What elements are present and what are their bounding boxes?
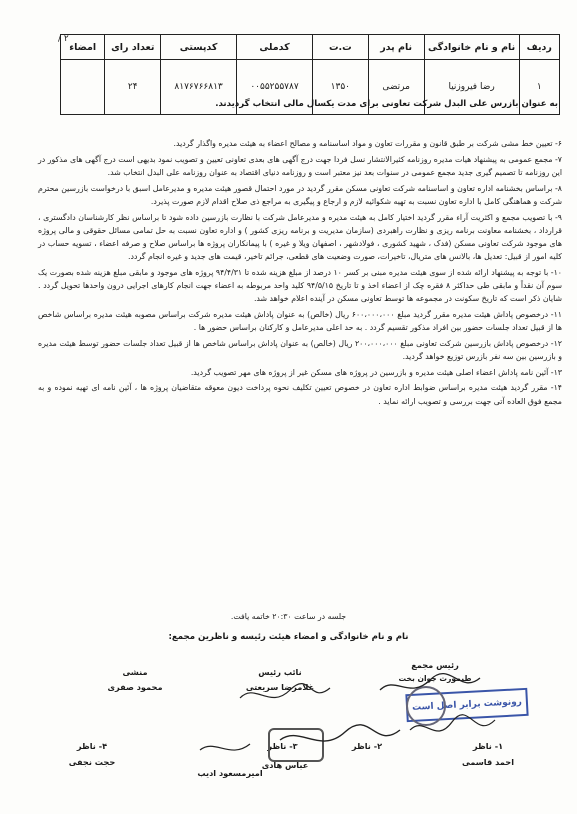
header-full-name: نام و نام خانوادگی [424,35,519,60]
secretary-signature-block [85,667,185,692]
chair-name: طیمورث جوان بخت [398,674,472,683]
cell-national-code: ۰۰۵۵۲۵۵۷۸۷ [237,60,313,115]
cell-full-name: رضا فیروزنیا [424,60,519,115]
vice-chair-name: غلامرضا سریعتی [245,682,315,692]
resolution-14: ۱۴- مقرر گردید هیئت مدیره براساس ضوابط اداره تعاون در خصوص تعیین تکلیف نحوه پرداخت دیون معوقه متقاضیان پروژه ها ، آئین نامه ای تهیه نموده و به مجمع فوق العاده آتی جهت بررسی و تصویب ارائه نماید . [38,383,562,406]
observer-4-signature-block [52,741,132,767]
resolution-10: ۱۰- با توجه به پیشنهاد ارائه شده از سوی هیئت مدیره مبنی بر کسر ۱۰ درصد از مبلغ هزینه شده تا ۹۴/۴/۳۱ پروژه های موجود و مابقی مبلغ هزینه شده بصورت یک سوم آن نقداً و مابقی طی حداکثر ۸ فقره چک از اعضاء اخذ و تا تاریخ ۹۴/۵/۱۵ کلید واحد مربوطه به اعضاء جهت انجام کارهای اجرایی درون واحدها تحویل گردد . شایان ذکر است که تاریخ سکونت در مجموعه ها توسط تعاونی مسکن در آینده اعلام خواهد شد. [38,267,562,304]
cell-father-name: مرتضی [368,60,424,115]
observer-4-name: حجت نجفی [68,757,116,767]
vice-chair-role: نائب رئیس [258,667,302,677]
cell-postal-code: ۸۱۷۶۷۶۶۸۱۳ [161,60,237,115]
secretary-role: منشی [122,667,148,677]
table-caption: به عنوان بازرس علی البدل شرکت تعاونی برای مدت یکسال مالی انتخاب گردیدند. [215,99,558,109]
resolution-7: ۷- مجمع عمومی به پیشنهاد هیات مدیره روزنامه کثیرالانتشار نسل فردا جهت درج آگهی های بعدی تعاونی تعیین و تصویب نمود بدیهی است درج آگهی های مذکور در این روزنامه تا تصمیم گیری جدید مجمع عمومی در سنوات بعد نیز معتبر است و روزنامه دنیای اقتصاد به عنوان روزنامه علی البدل انتخاب شد. [38,154,562,177]
chair-role: رئیس مجمع [411,660,459,670]
observer-4-role: ۴- ناظر [76,741,108,751]
handwritten-signatures-icon [180,660,510,800]
header-postal-code: کدپستی [161,35,237,60]
resolution-12: ۱۲- درخصوص پاداش بازرسین شرکت تعاونی مبلغ ۲۰۰،۰۰۰،۰۰۰ ریال (خالص) به عنوان پاداش براساس شاخص ها از قبیل تعداد جلسات حضور توسط هیئت مدیره و بازرسین بین سه نفر بازرس توزیع خواهد گردید. [38,338,562,362]
resolutions-body [38,137,562,410]
observer-2-role: ۲- ناظر [351,741,383,751]
corner-mark: ۲ / [58,34,69,44]
observer-2-name: عباس هادی [261,760,309,770]
resolution-13: ۱۳- آئین نامه پاداش اعضاء اصلی هیئت مدیره و بازرسین در پروژه های مسکن غیر از پروژه های مهر تصویب گردید. [190,367,562,377]
header-signature: امضاء [61,35,105,60]
resolution-6: ۶- تعیین خط مشی شرکت بر طبق قانون و مقررات تعاون و مواد اساسنامه و مصالح اعضاء به هیئت مدیره واگذار گردید. [173,139,562,148]
resolution-11: ۱۱- درخصوص پاداش هیئت مدیره مقرر گردید مبلغ ۶۰۰،۰۰۰،۰۰۰ ریال (خالص) به عنوان پاداش هیئت مدیره شرکت براساس مصوبه هیئت مدیره براساس شاخص ها از قبیل تعداد جلسات حضور بین افراد مذکور تقسیم گردد . به حد اعلی مدیرعامل و کارکنان براساس حضور ها . [38,309,562,333]
session-end-note: جلسه در ساعت ۲۰:۳۰ خاتمه یافت. [230,612,347,621]
header-votes: تعداد رای [105,35,161,60]
resolution-8: ۸- براساس بخشنامه اداره تعاون و اساسنامه شرکت تعاونی مسکن مقرر گردید در مورد احتمال قصور هیئت مدیره و مدیرعامل اسبق با درخواست بازرسین محترم شرکت و هماهنگی کامل با اداره تعاون نسبت به تهیه شکوائیه لازم و ارجاع و پیگیری به مراجع ذی صلاح اقدام لازم صورت پذیرد. [38,183,562,206]
observer-1-name: احمد قاسمی [461,757,515,767]
cell-birth-date: ۱۳۵۰ [312,60,368,115]
cell-row-number: ۱ [519,60,559,115]
observer-3-name: امیرمسعود ادیب [197,768,263,778]
certified-copy-stamp: رونوشت برابر اصل است [405,688,528,722]
table-header-row [61,35,560,60]
resolution-9: ۹- با تصویب مجمع و اکثریت آراء مقرر گردید اختیار کامل به هیئت مدیره و مدیرعامل شرکت با نظارت بازرسین داده شود تا براساس نظر کارشناسان دادگستری ، قرارداد ، بخشنامه معاونت برنامه ریزی و نظارت راهبردی (سازمان مدیریت و برنامه ریزی کشور ) و اداره تعاون نسبت به حل تمامی مسائل حقوقی و مالی پروژه های موجود شرکت تعاونی مسکن (فدک ، شهید کشوری ، فولادشهر ، اصفهان ویلا و غیره ) با پیمانکاران پروژه ها براساس صلاح و صرفه اعضاء ، تسویه حساب در کلیه امور از قبیل: تعدیل ها، بالانس های متریال، تاخیرات، صورت وضعیت های قطعی، جرائم تاخیر، قیمت های جدید و غیره انجام گردد. [38,212,562,262]
header-birth-date: ت.ت [312,35,368,60]
header-national-code: کدملی [237,35,313,60]
cell-votes: ۲۴ [105,60,161,115]
secretary-name: محمود صفری [107,682,163,692]
header-father-name: نام پدر [368,35,424,60]
observer-3-role: ۳- ناظر [267,741,298,751]
signatures-title: نام و نام خانوادگی و امضاء هیئت رئیسه و ناظرین مجمع: [168,632,409,642]
header-row-number: ردیف [519,35,559,60]
observer-1-role: ۱- ناظر [472,741,504,751]
